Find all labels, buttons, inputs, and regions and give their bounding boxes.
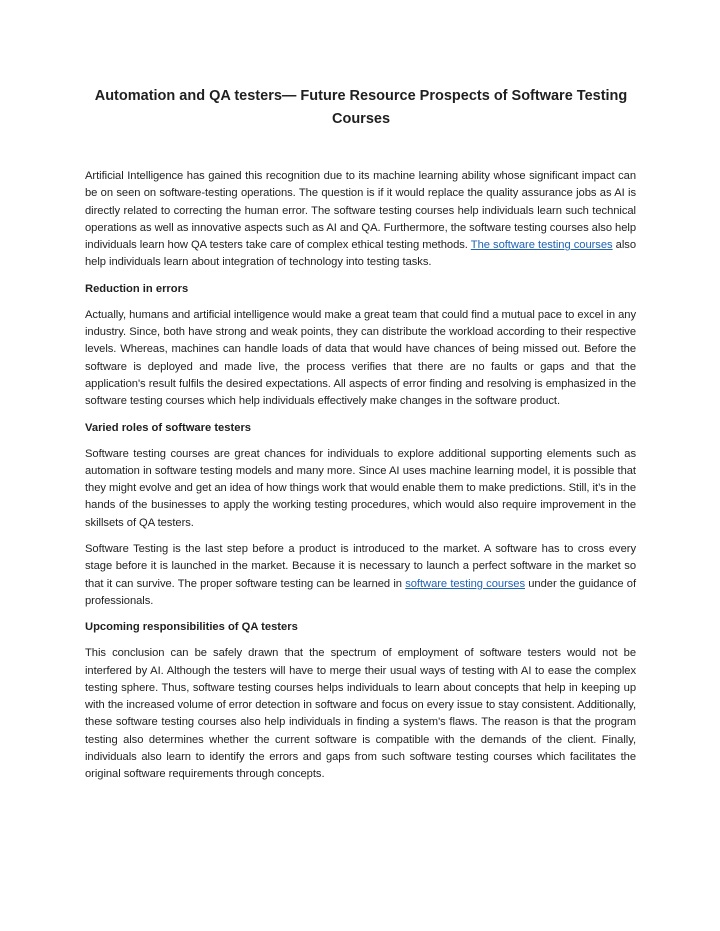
document-title: Automation and QA testers— Future Resource Prospects of Software Testing Courses xyxy=(94,88,628,127)
intro-text-after-link: also help individuals learn about integration of technology into testing tasks. xyxy=(85,239,636,269)
intro-text-before-link: Artificial Intelligence has gained this recognition due to its machine learning ability whose significant impact can be on seen on software-testing operations. The question is if it would replace the quality assurance jobs as AI is directly related to correcting the human error. The software testing courses help individuals learn such technical operations as well as innovative aspects such as AI and QA. Furthermore, the software testing courses also help individuals learn how QA testers take care of complex ethical testing methods. xyxy=(85,170,637,252)
software-testing-courses-link[interactable]: The software testing courses xyxy=(470,239,613,252)
software-testing-courses-link-2[interactable]: software testing courses xyxy=(405,577,526,590)
heading-reduction-in-errors: Reduction in errors xyxy=(85,282,189,295)
upcoming-responsibilities-paragraph: This conclusion can be safely drawn that the spectrum of employment of software testers would not be interfered by AI. Although the testers will have to merge their usual ways of testing with AI to ease the complex testing sphere. Thus, software testing courses helps individuals to learn about concepts that help in keeping up with the increased volume of error detection in software and focus on every issue to stay consistent. Additionally, these software testing courses also help individuals in finding a system's flaws. The reason is that the program testing also determines whether the current software is compatible with the demands of the client. Finally, individuals also learn to identify the errors and gaps from such software testing courses which facilitates the original software requirements through concepts. xyxy=(85,647,636,781)
varied-roles-text-before-link: Software Testing is the last step before a product is introduced to the market. A software has to cross every stage before it is launched in the market. Because it is necessary to launch a perfect software in the market so that it can survive. The proper software testing can be learned in xyxy=(85,543,636,590)
intro-paragraph xyxy=(85,168,636,272)
varied-roles-text-after-link: under the guidance of professionals. xyxy=(85,577,637,607)
document-body xyxy=(85,168,636,784)
heading-varied-roles: Varied roles of software testers xyxy=(85,421,252,434)
reduction-in-errors-paragraph: Actually, humans and artificial intelligence would make a great team that could find a mutual pace to excel in any industry. Since, both have strong and weak points, they can distribute the workload according to their respective levels. Whereas, machines can handle loads of data that would have chances of being missed out. Before the software is deployed and made live, the process verifies that there are no faults or gaps and that the application's result fulfils the desired expectations. All aspects of error finding and resolving is emphasized in the software testing courses which help individuals effectively make changes in the software product. xyxy=(85,308,636,408)
varied-roles-paragraph-2 xyxy=(85,541,636,610)
varied-roles-paragraph-1: Software testing courses are great chances for individuals to explore additional supporting elements such as automation in software testing models and many more. Since AI uses machine learning model, it is possible that they might evolve and get an idea of how things work that would enable them to make predictions. Still, it’s in the hands of the businesses to apply the working testing procedures, which would also require improvement in the skillsets of QA testers. xyxy=(85,447,636,529)
heading-upcoming-responsibilities: Upcoming responsibilities of QA testers xyxy=(85,621,298,634)
